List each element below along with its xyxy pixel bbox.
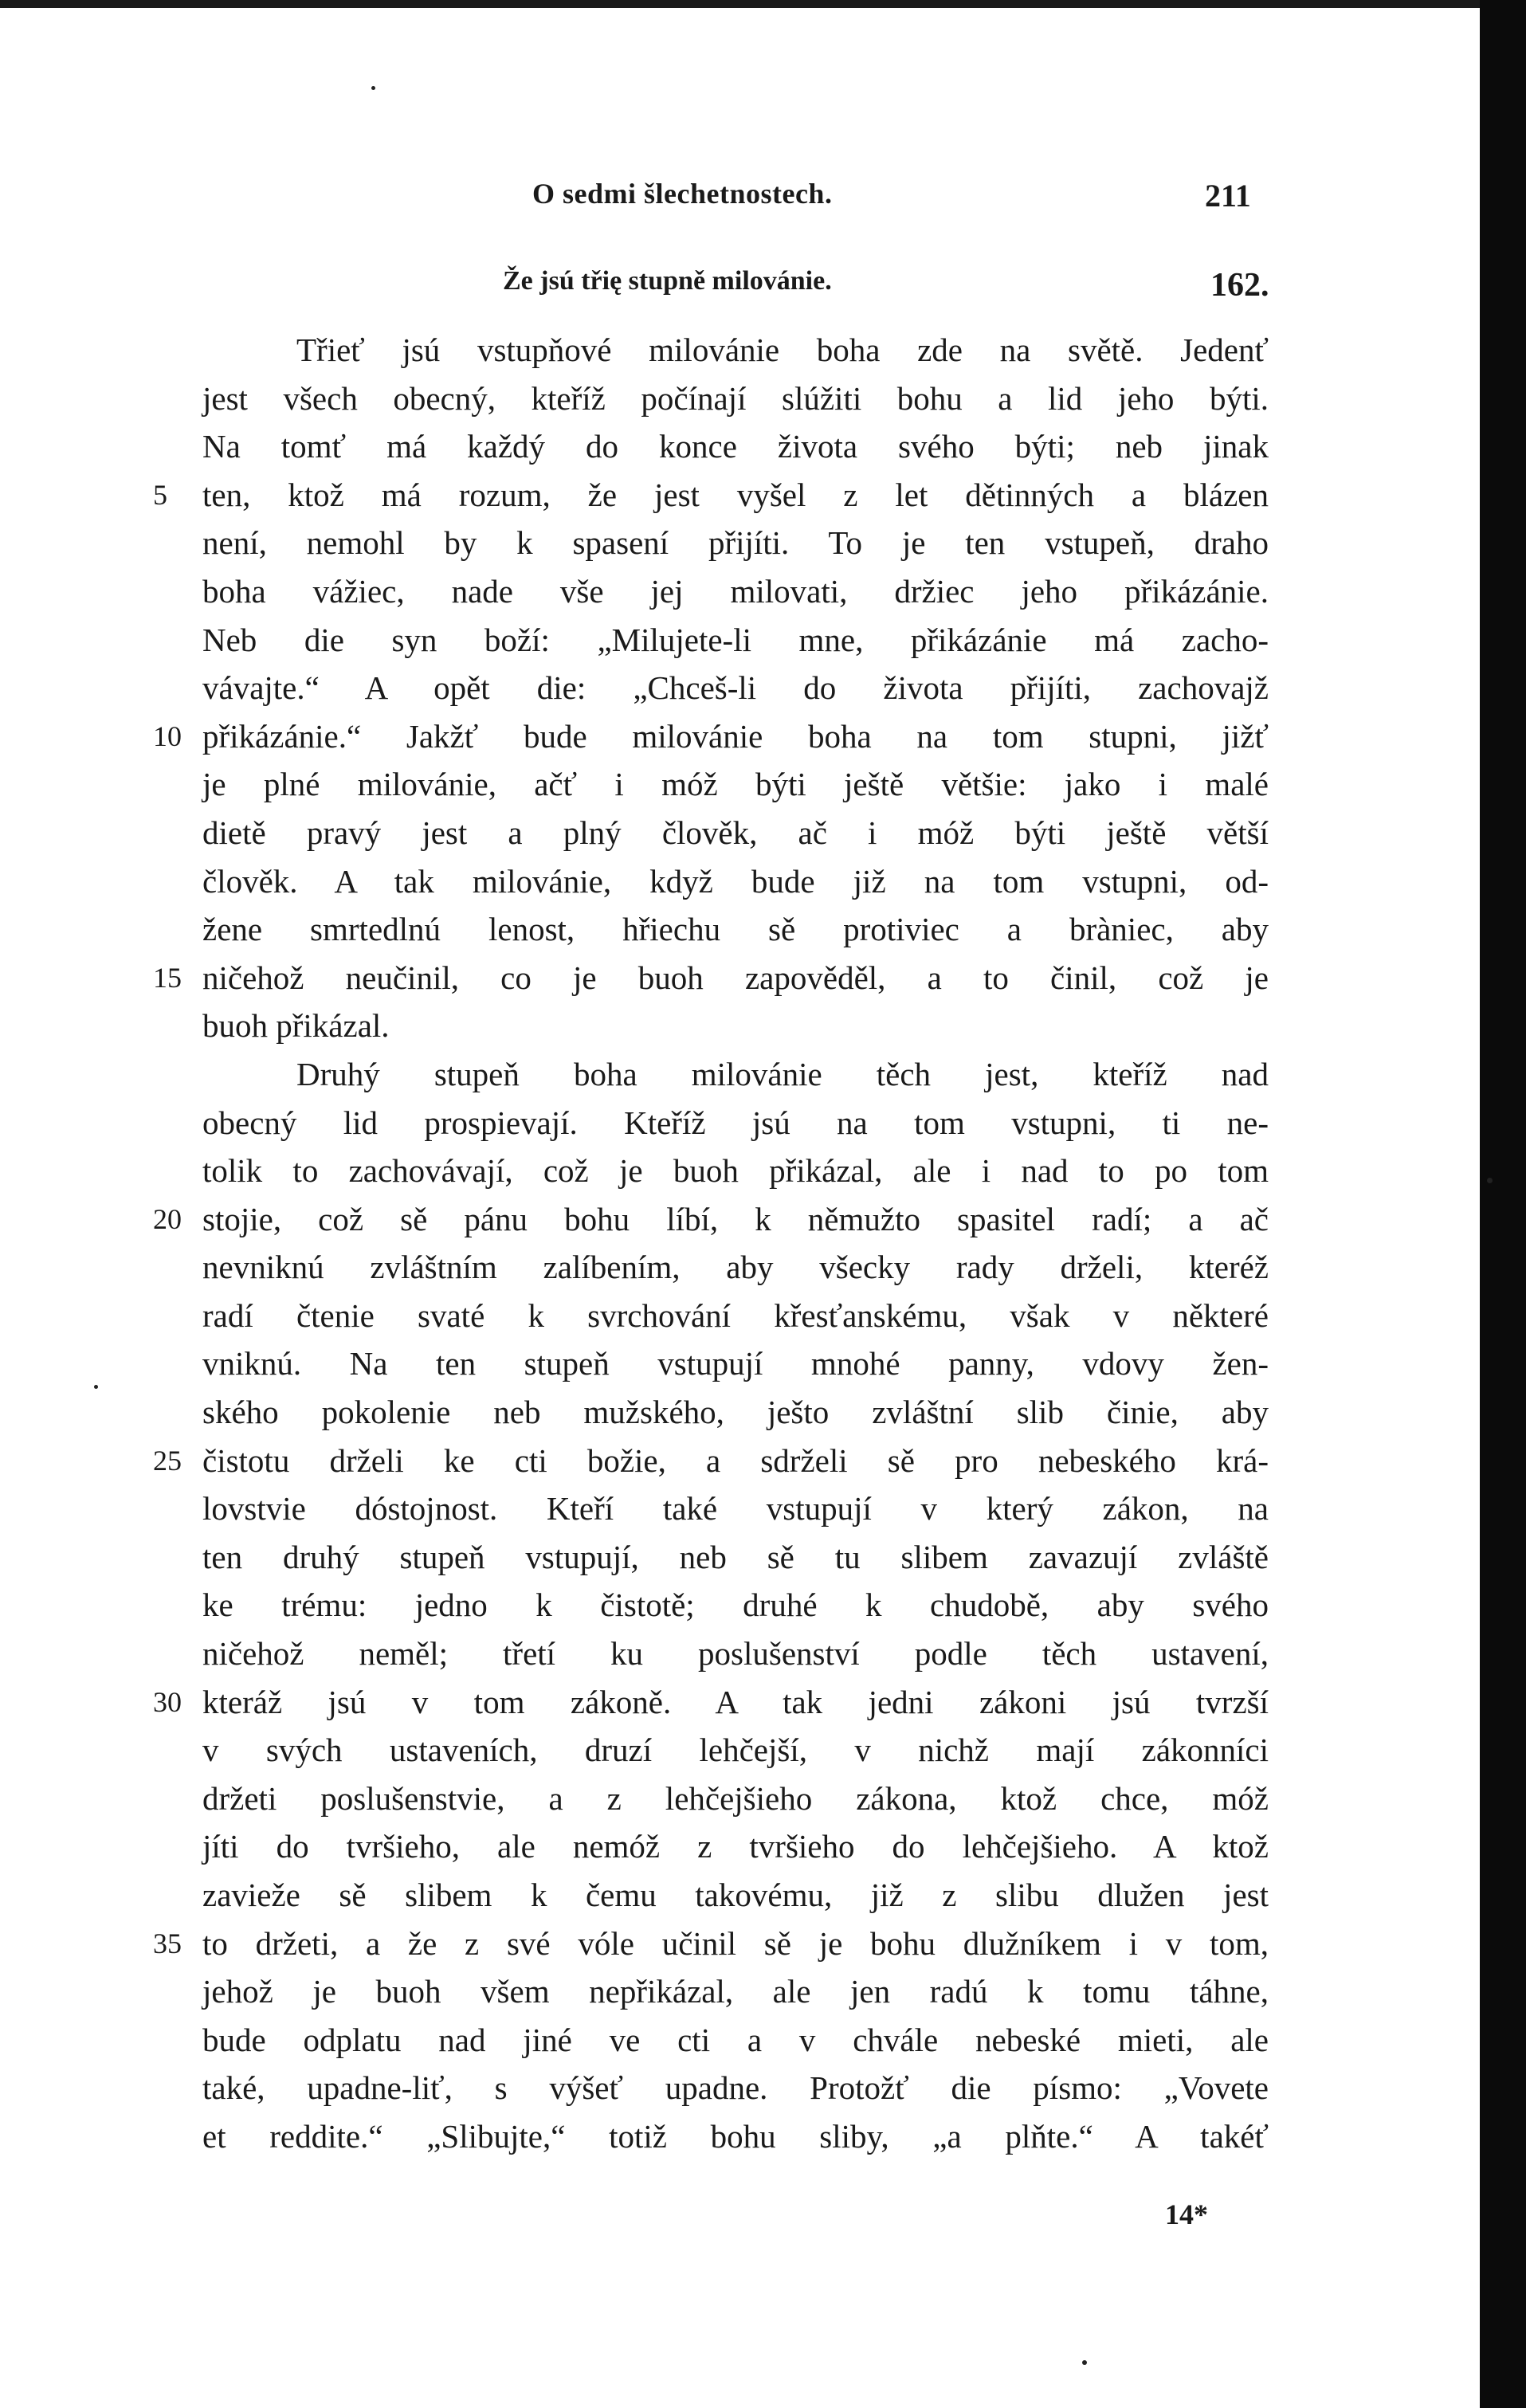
line-text: vávajte.“ A opět die: „Chceš-li do života přijíti, zachovajž — [202, 669, 1269, 707]
scan-right-edge — [1480, 0, 1526, 2408]
line-text: ke trému: jedno k čistotě; druhé k chudobě, aby svého — [202, 1586, 1269, 1624]
line-text: vniknú. Na ten stupeň vstupují mnohé panny, vdovy žen- — [202, 1345, 1269, 1382]
body-text — [153, 326, 1269, 2161]
text-line — [202, 1050, 1269, 1099]
text-line — [202, 1775, 1269, 1823]
line-text: dietě pravý jest a plný člověk, ač i móž býti ještě větší — [202, 814, 1269, 851]
text-line — [202, 1002, 1269, 1050]
line-text: Třieť jsú vstupňové milovánie boha zde na světě. Jedenť — [296, 331, 1269, 368]
line-text: bude odplatu nad jiné ve cti a v chvále nebeské mieti, ale — [202, 2021, 1269, 2058]
line-text: tolik to zachovávají, což je buoh přikázal, ale i nad to po tom — [202, 1152, 1269, 1190]
line-text: lovstvie dóstojnost. Kteří také vstupují v který zákon, na — [202, 1490, 1269, 1528]
line-text: člověk. A tak milovánie, když bude již na tom vstupni, od- — [202, 862, 1269, 900]
line-text: ten druhý stupeň vstupují, neb sě tu slibem zavazují zvláště — [202, 1538, 1269, 1575]
line-text: žene smrtedlnú lenost, hřiechu sě protiviec a bràniec, aby — [202, 911, 1269, 948]
text-line — [202, 616, 1269, 665]
section-title: Že jsú třię stupně milovánie. — [503, 266, 832, 296]
text-line — [153, 712, 1269, 761]
line-text: zavieže sě slibem k čemu takovému, již z slibu dlužen jest — [202, 1877, 1269, 1913]
text-line — [202, 809, 1269, 857]
line-text: ten, ktož má rozum, že jest vyšel z let dětinných a blázen — [202, 476, 1269, 513]
text-line — [153, 1920, 1269, 1968]
scan-speck — [1487, 1178, 1493, 1183]
scan-speck — [94, 1385, 98, 1389]
line-text: to držeti, a že z své vóle učinil sě je bohu dlužníkem i v tom, — [202, 1924, 1269, 1962]
text-line — [202, 519, 1269, 567]
line-number: 10 — [153, 720, 182, 752]
text-line — [202, 1292, 1269, 1340]
line-text: ničehož neměl; třetí ku poslušenství podle těch ustavení, — [202, 1635, 1269, 1673]
text-line — [153, 1195, 1269, 1244]
line-text: přikázánie.“ Jakžť bude milovánie boha na tom stupni, jižť — [202, 717, 1269, 755]
text-line — [202, 1339, 1269, 1388]
text-line — [202, 1967, 1269, 2016]
text-line — [202, 1533, 1269, 1582]
line-text: buoh přikázal. — [202, 1007, 390, 1045]
line-text: jehož je buoh všem nepřikázal, ale jen radú k tomu táhne, — [202, 1973, 1269, 2010]
text-line — [153, 471, 1269, 520]
line-text: boha vážiec, nade vše jej milovati, držiec jeho přikázánie. — [202, 572, 1269, 610]
line-text: stojie, což sě pánu bohu líbí, k němužto spasitel radí; a ač — [202, 1200, 1269, 1237]
line-text: Neb die syn boží: „Milujete-li mne, přikázánie má zacho- — [202, 621, 1269, 658]
text-line — [202, 375, 1269, 423]
text-line — [202, 2064, 1269, 2112]
line-text: ničehož neučinil, co je buoh zapověděl, a to činil, což je — [202, 959, 1269, 996]
text-line — [202, 2016, 1269, 2065]
line-text: kteráž jsú v tom zákoně. A tak jedni zákoni jsú tvrzší — [202, 1683, 1269, 1720]
line-text: držeti poslušenstvie, a z lehčejšieho zákona, ktož chce, móž — [202, 1779, 1269, 1817]
text-line — [202, 1388, 1269, 1437]
text-line — [202, 1726, 1269, 1775]
signature-mark: 14* — [1165, 2198, 1208, 2230]
line-text: v svých ustaveních, druzí lehčejší, v nichž mají zákonníci — [202, 1731, 1269, 1769]
line-text: jíti do tvršieho, ale nemóž z tvršieho do lehčejšieho. A ktož — [202, 1828, 1269, 1865]
text-line — [202, 567, 1269, 616]
page-number: 211 — [1205, 178, 1251, 214]
line-number: 15 — [153, 961, 182, 994]
line-number: 20 — [153, 1202, 182, 1235]
line-text: Na tomť má každý do konce života svého býti; neb jinak — [202, 428, 1269, 465]
text-line — [153, 1678, 1269, 1727]
scan-speck — [371, 86, 375, 90]
line-number: 30 — [153, 1685, 182, 1718]
line-text: obecný lid prospievají. Kteříž jsú na tom vstupni, ti ne- — [202, 1104, 1269, 1141]
text-line — [202, 1581, 1269, 1630]
line-text: je plné milovánie, ačť i móž býti ještě většie: jako i malé — [202, 766, 1269, 803]
text-line — [153, 1437, 1269, 1485]
scan-speck — [1082, 2360, 1087, 2365]
text-line — [202, 422, 1269, 471]
scan-top-edge — [0, 0, 1526, 8]
line-number: 5 — [153, 478, 167, 511]
line-text: Druhý stupeň boha milovánie těch jest, kteříž nad — [296, 1055, 1269, 1092]
line-text: jest všech obecný, kteříž počínají slúžiti bohu a lid jeho býti. — [202, 379, 1269, 417]
text-line — [202, 1147, 1269, 1195]
text-line — [202, 1822, 1269, 1871]
line-text: et reddite.“ „Slibujte,“ totiž bohu sliby, „a plňte.“ A takéť — [202, 2117, 1269, 2155]
section-number: 162. — [1210, 267, 1269, 304]
text-line — [202, 905, 1269, 954]
line-text: čistotu drželi ke cti božie, a sdrželi sě pro nebeského krá- — [202, 1441, 1269, 1479]
text-line — [202, 1243, 1269, 1292]
line-text: nevniknú zvláštním zalíbením, aby všecky rady drželi, kteréž — [202, 1249, 1269, 1286]
line-text: ského pokolenie neb mužského, ješto zvláštní slib činie, aby — [202, 1394, 1269, 1431]
text-line — [202, 1099, 1269, 1147]
text-line — [202, 760, 1269, 809]
line-number: 25 — [153, 1444, 182, 1477]
text-line — [202, 664, 1269, 712]
line-text: není, nemohl by k spasení přijíti. To je ten vstupeň, draho — [202, 524, 1269, 562]
text-line — [202, 2112, 1269, 2161]
running-title: O sedmi šlechetnostech. — [532, 178, 833, 210]
line-number: 35 — [153, 1927, 182, 1959]
text-line — [202, 326, 1269, 375]
text-line — [202, 1484, 1269, 1533]
line-text: radí čtenie svaté k svrchování křesťanskému, však v některé — [202, 1296, 1269, 1334]
text-line — [153, 954, 1269, 1002]
text-line — [202, 1630, 1269, 1678]
text-line — [202, 1871, 1269, 1920]
line-text: také, upadne-liť, s výšeť upadne. Protožť die písmo: „Vovete — [202, 2069, 1269, 2107]
text-line — [202, 857, 1269, 906]
